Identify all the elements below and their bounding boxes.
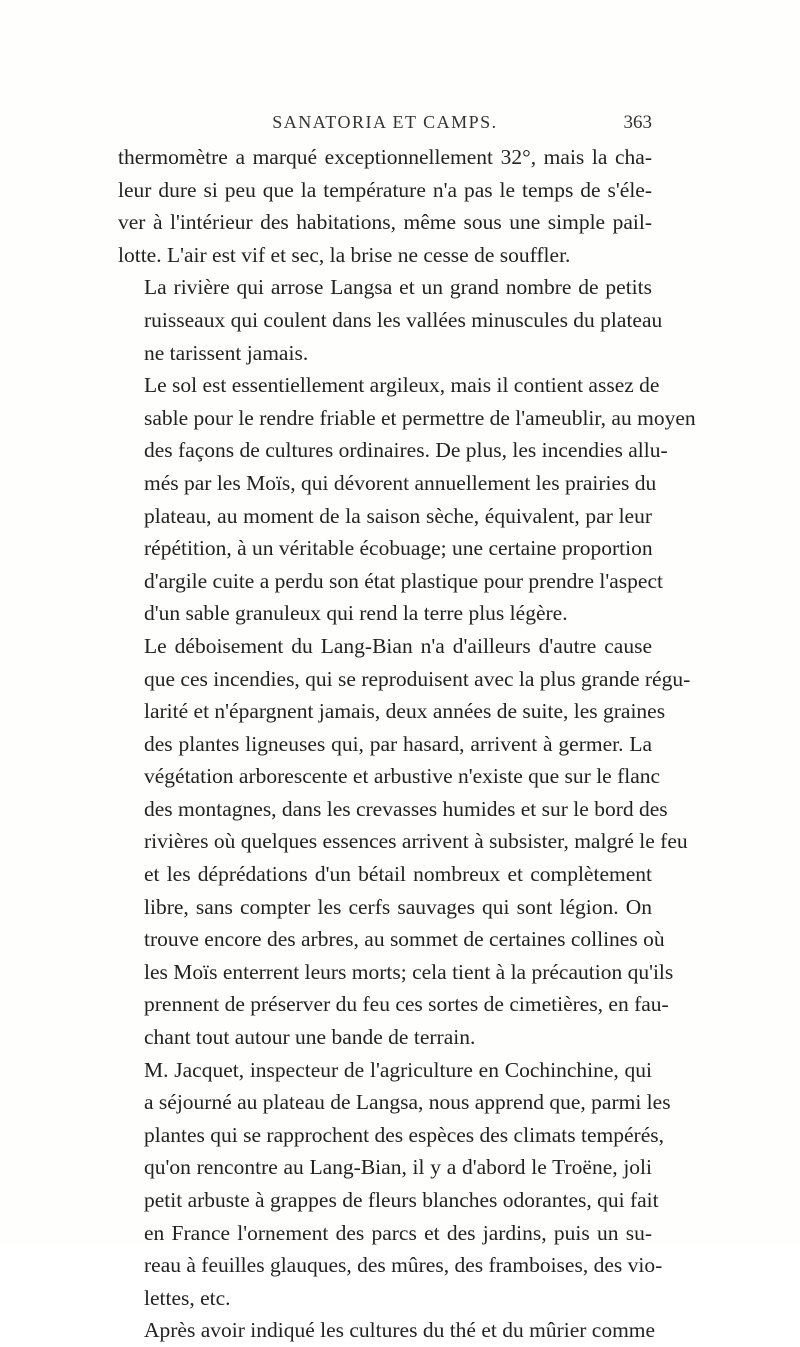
text-line: reau à feuilles glauques, des mûres, des framboises, des vio- [144, 1253, 663, 1278]
text-line: leur dure si peu que la température n'a pas le temps de s'éle- [118, 177, 652, 202]
text-line: Le sol est essentiellement argileux, mais il contient assez de [144, 373, 660, 398]
text-line: d'un sable granuleux qui rend la terre plus légère. [144, 601, 568, 626]
paragraph [118, 1054, 671, 1315]
text-line: d'argile cuite a perdu son état plastique pour prendre l'aspect [144, 568, 663, 593]
text-line: Le déboisement du Lang-Bian n'a d'ailleurs d'autre cause [144, 633, 652, 658]
text-line: végétation arborescente et arbustive n'existe que sur le flanc [144, 764, 661, 789]
paragraph [118, 369, 696, 630]
paragraph [118, 1314, 656, 1347]
text-line: et les déprédations d'un bétail nombreux et complètement [144, 862, 652, 887]
text-line: La rivière qui arrose Langsa et un grand nombre de petits [144, 275, 652, 300]
text-line: des plantes ligneuses qui, par hasard, arrivent à germer. La [144, 731, 652, 756]
paragraph [118, 141, 652, 271]
text-line: chant tout autour une bande de terrain. [144, 1025, 476, 1050]
text-line: petit arbuste à grappes de fleurs blanches odorantes, qui fait [144, 1188, 659, 1212]
text-line: rivières où quelques essences arrivent à subsister, malgré le feu [144, 829, 688, 854]
text-line: a séjourné au plateau de Langsa, nous apprend que, parmi les [144, 1090, 671, 1115]
page-number: 363 [623, 112, 652, 133]
text-line: més par les Moïs, qui dévorent annuellement les prairies du [144, 470, 657, 495]
running-title: SANATORIA ET CAMPS. [272, 112, 498, 132]
text-line: des montagnes, dans les crevasses humides et sur le bord des [144, 796, 668, 821]
text-line: sable pour le rendre friable et permettre de l'ameublir, au moyen [144, 405, 696, 430]
text-line: Après avoir indiqué les cultures du thé et du mûrier comme [144, 1318, 656, 1343]
text-line: libre, sans compter les cerfs sauvages qui sont légion. On [144, 894, 652, 919]
paragraph [118, 271, 663, 369]
text-line: ver à l'intérieur des habitations, même sous une simple pail- [118, 210, 652, 235]
text-line: lettes, etc. [144, 1285, 231, 1310]
text-line: prennent de préserver du feu ces sortes de cimetières, en fau- [144, 992, 669, 1017]
text-line: les Moïs enterrent leurs morts; cela tient à la précaution qu'ils [144, 959, 674, 984]
text-line: thermomètre a marqué exceptionnellement 32°, mais la cha- [118, 145, 652, 169]
text-line: des façons de cultures ordinaires. De plus, les incendies allu- [144, 438, 668, 463]
text-line: trouve encore des arbres, au sommet de certaines collines où [144, 927, 665, 952]
text-line: qu'on rencontre au Lang-Bian, il y a d'abord le Troëne, joli [144, 1155, 652, 1180]
text-line: que ces incendies, qui se reproduisent avec la plus grande régu- [144, 666, 691, 691]
text-line: plantes qui se rapprochent des espèces des climats tempérés, [144, 1122, 664, 1147]
text-line: M. Jacquet, inspecteur de l'agriculture en Cochinchine, qui [144, 1057, 652, 1082]
text-line: en France l'ornement des parcs et des jardins, puis un su- [144, 1220, 652, 1245]
text-line: ne tarissent jamais. [144, 340, 309, 365]
body-text [118, 141, 696, 1347]
text-line: plateau, au moment de la saison sèche, équivalent, par leur [144, 503, 652, 528]
running-head [118, 104, 652, 144]
text-line: lotte. L'air est vif et sec, la brise ne cesse de souffler. [118, 242, 571, 267]
text-line: répétition, à un véritable écobuage; une certaine proportion [144, 536, 653, 561]
paragraph [118, 630, 691, 1054]
text-line: ruisseaux qui coulent dans les vallées minuscules du plateau [144, 307, 663, 332]
text-line: larité et n'épargnent jamais, deux années de suite, les graines [144, 699, 666, 724]
